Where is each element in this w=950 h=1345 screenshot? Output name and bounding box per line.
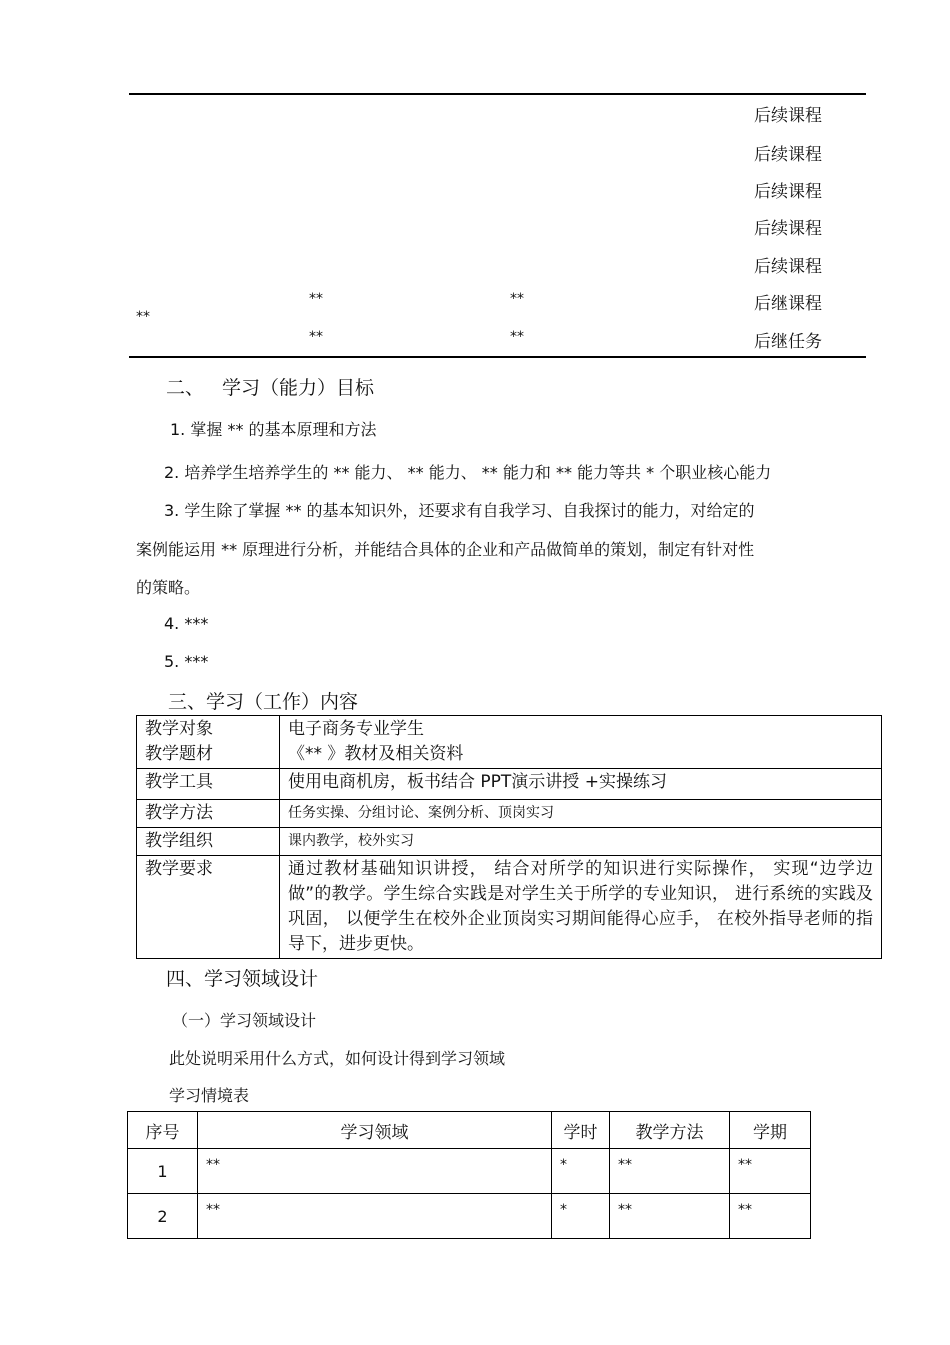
goal-item-continued: 案例能运用 ** 原理进行分析，并能结合具体的企业和产品做简单的策划，制定有针对性 bbox=[136, 540, 755, 559]
table-cell: ** bbox=[198, 1194, 552, 1239]
goal-item: 5. *** bbox=[164, 652, 209, 671]
description-text: 此处说明采用什么方式，如何设计得到学习领域 bbox=[169, 1049, 506, 1068]
table-value: 使用电商机房，板书结合 PPT演示讲授 +实操练习 bbox=[280, 769, 882, 800]
relation-label: 后续课程 bbox=[754, 106, 822, 126]
table-cell: 2 bbox=[128, 1194, 198, 1239]
section-heading: 学习（能力）目标 bbox=[222, 377, 375, 399]
section-heading-number: 二、 bbox=[166, 377, 205, 399]
top-rule bbox=[129, 93, 866, 95]
relation-placeholder: ** bbox=[309, 291, 323, 307]
table-title: 学习情境表 bbox=[169, 1086, 250, 1105]
column-header: 序号 bbox=[128, 1112, 198, 1149]
relation-label: 后续课程 bbox=[754, 219, 822, 239]
section-heading: 四、学习领域设计 bbox=[166, 968, 319, 990]
goal-item-continued: 的策略。 bbox=[136, 578, 201, 597]
table-row bbox=[137, 800, 882, 828]
relation-label: 后续课程 bbox=[754, 145, 822, 165]
table-key: 教学组织 bbox=[137, 828, 280, 856]
table-cell: ** bbox=[198, 1149, 552, 1194]
table-row bbox=[128, 1194, 811, 1239]
goal-item: 1. 掌握 ** 的基本原理和方法 bbox=[170, 420, 377, 439]
relation-label: 后继课程 bbox=[754, 294, 822, 314]
column-header: 学期 bbox=[730, 1112, 811, 1149]
table-row bbox=[137, 828, 882, 856]
table-value: 通过教材基础知识讲授， 结合对所学的知识进行实际操作， 实现“边学边做”的教学。学生综合实践是对学生关于所学的专业知识， 进行系统的实践及巩固， 以便学生在校外企业顶岗实习期间能得心应手， 在校外指导老师的指导下，进步更快。 bbox=[280, 856, 882, 959]
table-key: 教学工具 bbox=[137, 769, 280, 800]
table-value-cell bbox=[280, 716, 882, 769]
table-cell: ** bbox=[730, 1194, 811, 1239]
table-key: 教学方法 bbox=[137, 800, 280, 828]
table-value: 任务实操、分组讨论、案例分析、顶岗实习 bbox=[280, 800, 882, 828]
relation-label: 后续课程 bbox=[754, 257, 822, 277]
table-row bbox=[128, 1149, 811, 1194]
table-key: 教学要求 bbox=[137, 856, 280, 959]
teaching-info-table bbox=[136, 715, 882, 959]
table-header-row bbox=[128, 1112, 811, 1149]
table-cell: ** bbox=[730, 1149, 811, 1194]
column-header: 教学方法 bbox=[610, 1112, 730, 1149]
relation-placeholder: ** bbox=[510, 291, 524, 307]
table-row bbox=[137, 856, 882, 959]
bottom-rule bbox=[129, 356, 866, 358]
table-key: 教学对象 bbox=[145, 719, 213, 739]
table-cell: ** bbox=[610, 1194, 730, 1239]
relation-label: 后续课程 bbox=[754, 182, 822, 202]
table-value: 《** 》教材及相关资料 bbox=[288, 744, 464, 764]
section-heading: 三、学习（工作）内容 bbox=[168, 691, 359, 713]
table-value: 课内教学，校外实习 bbox=[280, 828, 882, 856]
table-cell: 1 bbox=[128, 1149, 198, 1194]
relation-placeholder: ** bbox=[136, 309, 150, 325]
table-row bbox=[137, 716, 882, 769]
table-key-cell bbox=[137, 716, 280, 769]
table-value: 电子商务专业学生 bbox=[288, 719, 424, 739]
column-header: 学习领域 bbox=[198, 1112, 552, 1149]
relation-label: 后继任务 bbox=[754, 332, 822, 352]
relation-placeholder: ** bbox=[309, 329, 323, 345]
table-cell: * bbox=[552, 1194, 610, 1239]
column-header: 学时 bbox=[552, 1112, 610, 1149]
goal-item: 4. *** bbox=[164, 614, 209, 633]
table-cell: * bbox=[552, 1149, 610, 1194]
table-row bbox=[137, 769, 882, 800]
table-cell: ** bbox=[610, 1149, 730, 1194]
table-key: 教学题材 bbox=[145, 744, 213, 764]
learning-context-table bbox=[127, 1111, 811, 1239]
relation-placeholder: ** bbox=[510, 329, 524, 345]
sub-heading: （一）学习领域设计 bbox=[172, 1011, 317, 1030]
goal-item: 3. 学生除了掌握 ** 的基本知识外，还要求有自我学习、自我探讨的能力，对给定的 bbox=[164, 501, 755, 520]
goal-item: 2. 培养学生培养学生的 ** 能力、 ** 能力、 ** 能力和 ** 能力等共 * 个职业核心能力 bbox=[164, 463, 772, 482]
